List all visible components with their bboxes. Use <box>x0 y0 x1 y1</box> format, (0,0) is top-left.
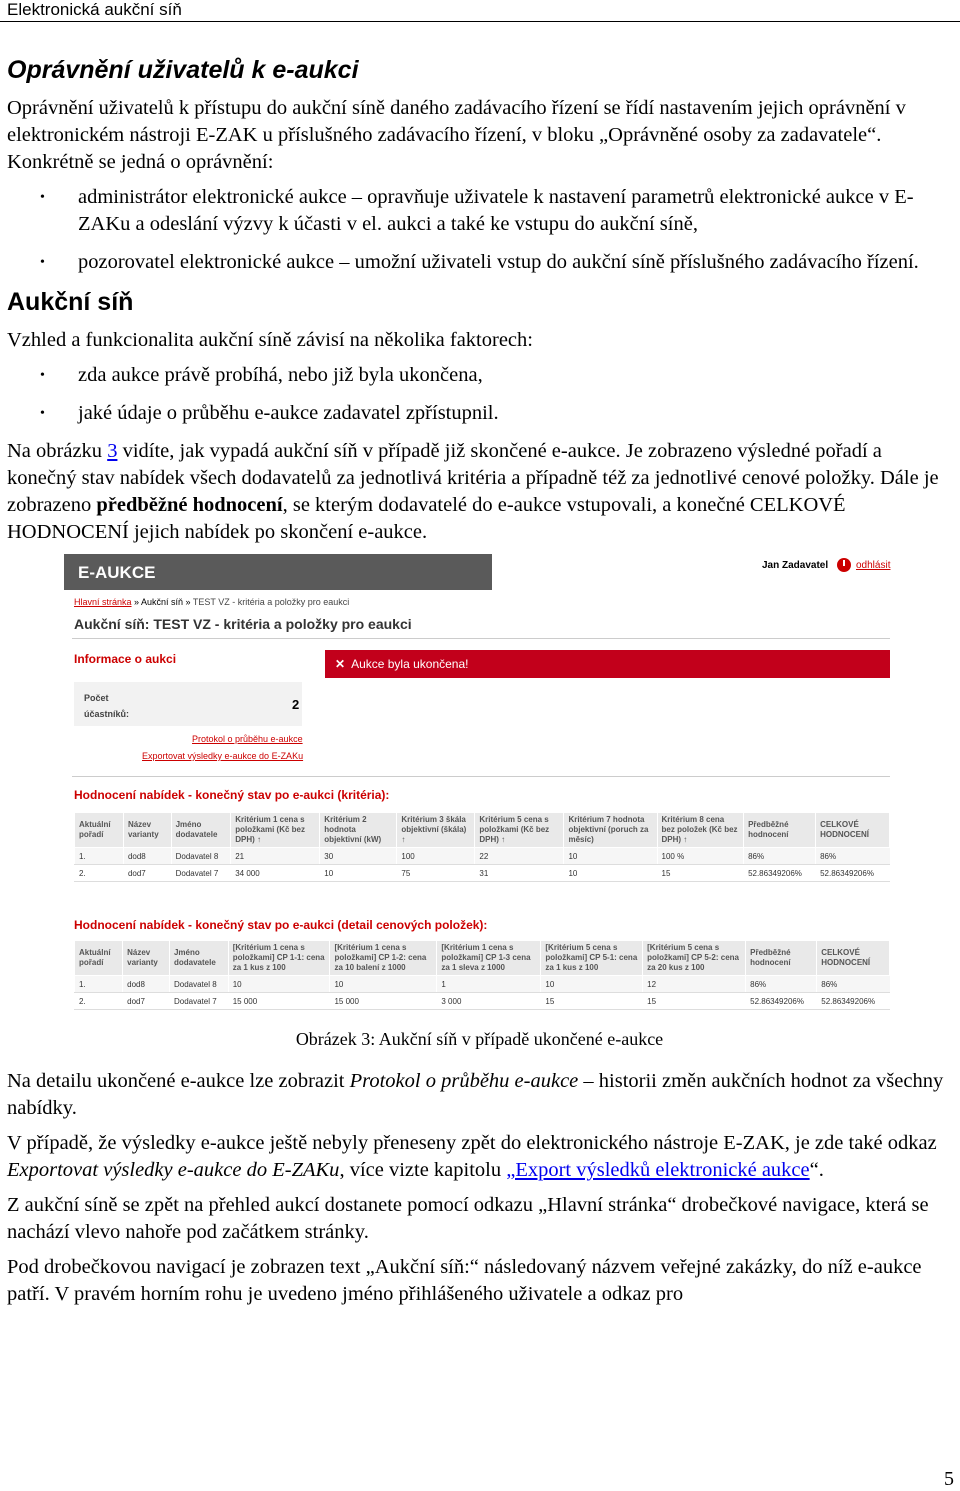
table-cell: 1 <box>437 976 541 993</box>
export-link[interactable]: Exportovat výsledky e-aukce do E-ZAKu <box>142 751 304 761</box>
column-header: Aktuální pořadí <box>75 813 124 848</box>
breadcrumb-separator: » Aukční síň » <box>131 597 193 607</box>
italic-term: Exportovat výsledky e-aukce do E-ZAKu <box>7 1159 340 1181</box>
table-cell: 31 <box>475 865 564 882</box>
list-item: • administrátor elektronické aukce – opravňuje uživatele k nastavení parametrů elektronické aukce v E-ZAKu a odeslání výzvy k účasti v el. aukci a také ke vstupu do aukční síně, <box>7 184 952 238</box>
bold-term: předběžné hodnocení <box>96 494 283 516</box>
table-cell: 52.86349206% <box>817 993 890 1010</box>
table-cell: 10 <box>541 976 643 993</box>
table-cell: 86% <box>746 976 817 993</box>
divider <box>72 776 890 777</box>
table-cell: 22 <box>475 848 564 865</box>
page-header <box>0 0 960 22</box>
table-cell: 52.86349206% <box>746 993 817 1010</box>
list-item: • pozorovatel elektronické aukce – umožní uživateli vstup do aukční síně příslušného zadávacího řízení. <box>7 249 952 276</box>
column-header: Název varianty <box>123 813 171 848</box>
table-cell: 1. <box>75 848 124 865</box>
table-cell: 10 <box>330 976 437 993</box>
criteria-table <box>74 812 890 882</box>
user-name: Jan Zadavatel <box>762 560 829 571</box>
app-topbar <box>64 554 902 592</box>
table-cell: 15 000 <box>228 993 330 1010</box>
text-run: Na detailu ukončené e-aukce lze zobrazit <box>7 1070 350 1092</box>
text-run: V případě, že výsledky e-aukce ještě nebyly přeneseny zpět do elektronického nástroje E-ZAK, je zde také odkaz <box>7 1132 937 1154</box>
table-cell: 21 <box>231 848 320 865</box>
table-cell: 75 <box>397 865 475 882</box>
app-logo: E-AUKCE <box>78 563 156 582</box>
column-header: [Kritérium 1 cena s položkami] CP 1-1: cena za 1 kus z 100 <box>228 941 330 976</box>
table1-title: Hodnocení nabídek - konečný stav po e-aukci (kritéria): <box>74 788 390 802</box>
text-run: – historii změn aukčních hodnot za všechny nabídky. <box>7 1070 944 1119</box>
column-header: Jméno dodavatele <box>169 941 228 976</box>
permissions-intro: Oprávnění uživatelů k přístupu do aukční síně daného zadávacího řízení se řídí nastavením jejich oprávnění v elektronickém nástroji E-ZAK u příslušného zadávacího řízení, v bloku „Oprávněné osoby za zadavatele“. Konkrétně se jedná o oprávnění: <box>7 97 906 173</box>
table-row <box>75 993 890 1010</box>
column-header: CELKOVÉ HODNOCENÍ <box>816 813 890 848</box>
text-run: vidíte, jak vypadá aukční síň v případě již skončené e-aukce. Je zobrazeno výsledné pořadí a konečný stav nabídek všech dodavatelů za jednotlivá kritéria a případně též za jednotlivé cenové položky. Dále je zobrazeno <box>7 440 939 516</box>
list-item: • zda aukce právě probíhá, nebo již byla ukončena, <box>7 362 952 389</box>
breadcrumb-home-link[interactable]: Hlavní stránka <box>74 597 132 607</box>
text-run: , se kterým dodavatelé do e-aukce vstupovali, a konečné CELKOVÉ HODNOCENÍ jejich nabídek po skončení e-aukce. <box>7 494 846 543</box>
close-icon: ✕ <box>335 657 346 671</box>
protocol-paragraph <box>7 1068 952 1122</box>
auction-ended-banner <box>325 650 890 678</box>
table-cell: 86% <box>744 848 816 865</box>
divider <box>72 638 890 639</box>
table-cell: Dodavatel 8 <box>169 976 228 993</box>
table-row <box>75 976 890 993</box>
table-cell: dod7 <box>123 993 170 1010</box>
table-cell: 10 <box>564 865 657 882</box>
table-cell: 2. <box>75 993 123 1010</box>
document-body <box>7 50 952 1316</box>
auction-room-intro: Vzhled a funkcionalita aukční síně závisí na několika faktorech: <box>7 329 533 351</box>
table-cell: 15 <box>643 993 746 1010</box>
column-header: CELKOVÉ HODNOCENÍ <box>817 941 890 976</box>
figure-ref-link[interactable]: 3 <box>107 440 118 462</box>
column-header: Kritérium 1 cena s položkami (Kč bez DPH) ↑ <box>231 813 320 848</box>
column-header: Kritérium 2 hodnota objektivní (kW) <box>320 813 397 848</box>
table-cell: 10 <box>228 976 330 993</box>
column-header: Kritérium 3 škála objektivní (škála) ↑ <box>397 813 475 848</box>
power-icon[interactable] <box>837 558 851 572</box>
navigation-paragraph: Z aukční síně se zpět na přehled aukcí dostanete pomocí odkazu „Hlavní stránka“ drobečkové navigace, která se nachází vlevo nahoře pod začátkem stránky. <box>7 1194 929 1243</box>
column-header: [Kritérium 5 cena s položkami] CP 5-1: cena za 1 kus z 100 <box>541 941 643 976</box>
table-cell: 86% <box>817 976 890 993</box>
column-header: Kritérium 8 cena bez položek (Kč bez DPH) ↑ <box>657 813 744 848</box>
column-header: Aktuální pořadí <box>75 941 123 976</box>
participants-label: Počet účastníků: <box>84 693 130 719</box>
table-cell: dod8 <box>123 976 170 993</box>
column-header: Předběžné hodnocení <box>746 941 817 976</box>
table-cell: Dodavatel 8 <box>171 848 231 865</box>
table-row <box>75 848 890 865</box>
table-cell: 10 <box>320 865 397 882</box>
text-run: Na obrázku <box>7 440 108 462</box>
text-run: “. <box>809 1159 824 1181</box>
column-header: [Kritérium 1 cena s položkami] CP 1-2: cena za 10 balení z 1000 <box>330 941 437 976</box>
table-cell: 100 % <box>657 848 744 865</box>
protocol-link[interactable]: Protokol o průběhu e-aukce <box>192 734 303 744</box>
table-cell: 1. <box>75 976 123 993</box>
price-items-table <box>74 940 890 1010</box>
export-chapter-link[interactable]: „Export výsledků elektronické aukce <box>506 1159 810 1181</box>
table-cell: 12 <box>643 976 746 993</box>
factors-list <box>7 362 952 427</box>
figure-caption: Obrázek 3: Aukční síň v případě ukončené e-aukce <box>295 1029 664 1049</box>
header-title: Elektronická aukční síň <box>7 0 182 19</box>
column-header: [Kritérium 1 cena s položkami] CP 1-3 cena za 1 sleva z 1000 <box>437 941 541 976</box>
table-cell: 3 000 <box>437 993 541 1010</box>
export-paragraph <box>7 1130 952 1184</box>
breadcrumb <box>74 597 349 607</box>
table-cell: 15 <box>657 865 744 882</box>
table-cell: Dodavatel 7 <box>169 993 228 1010</box>
table2-title: Hodnocení nabídek - konečný stav po e-aukci (detail cenových položek): <box>74 918 488 932</box>
figure-description <box>7 438 952 546</box>
table-cell: 15 000 <box>330 993 437 1010</box>
column-header: Kritérium 5 cena s položkami (Kč bez DPH) ↑ <box>475 813 564 848</box>
section-title-auction-room: Aukční síň <box>7 288 134 316</box>
list-item: • jaké údaje o průběhu e-aukce zadavatel zpřístupnil. <box>7 400 952 427</box>
table-cell: dod7 <box>123 865 171 882</box>
participants-count: 2 <box>292 697 300 712</box>
table-cell: 34 000 <box>231 865 320 882</box>
column-header: Název varianty <box>123 941 170 976</box>
table-cell: 100 <box>397 848 475 865</box>
table-cell: 2. <box>75 865 124 882</box>
table-row <box>75 865 890 882</box>
column-header: Jméno dodavatele <box>171 813 231 848</box>
participants-box <box>74 682 302 726</box>
auction-room-screenshot <box>64 554 902 1024</box>
table-cell: 52.86349206% <box>816 865 890 882</box>
logout-link[interactable]: odhlásit <box>856 560 891 571</box>
table-cell: dod8 <box>123 848 171 865</box>
table-cell: 30 <box>320 848 397 865</box>
column-header: Kritérium 7 hodnota objektivní (poruch za měsíc) <box>564 813 657 848</box>
column-header: Předběžné hodnocení <box>744 813 816 848</box>
table-cell: 10 <box>564 848 657 865</box>
column-header: [Kritérium 5 cena s položkami] CP 5-2: cena za 20 kus z 100 <box>643 941 746 976</box>
breadcrumb-current: TEST VZ - kritéria a položky pro eaukci <box>192 597 350 607</box>
ended-text: Aukce byla ukončena! <box>351 657 469 671</box>
section-title-permissions: Oprávnění uživatelů k e-aukci <box>7 56 359 84</box>
table-cell: 52.86349206% <box>744 865 816 882</box>
breadcrumb-paragraph: Pod drobečkovou navigací je zobrazen text „Aukční síň:“ následovaný názvem veřejné zakázky, do níž e-aukce patří. V pravém horním rohu je uvedeno jméno přihlášeného uživatele a odkaz pro <box>7 1256 922 1305</box>
text-run: , více vizte kapitolu <box>339 1159 507 1181</box>
permissions-list <box>7 184 952 276</box>
page-number: 5 <box>944 1468 954 1490</box>
table-cell: 86% <box>816 848 890 865</box>
info-title: Informace o aukci <box>74 652 177 666</box>
italic-term: Protokol o průběhu e-aukce <box>349 1070 579 1092</box>
table-cell: 15 <box>541 993 643 1010</box>
room-title: Aukční síň: TEST VZ - kritéria a položky pro eaukci <box>74 616 412 632</box>
logo-bar <box>64 554 492 590</box>
table-cell: Dodavatel 7 <box>171 865 231 882</box>
